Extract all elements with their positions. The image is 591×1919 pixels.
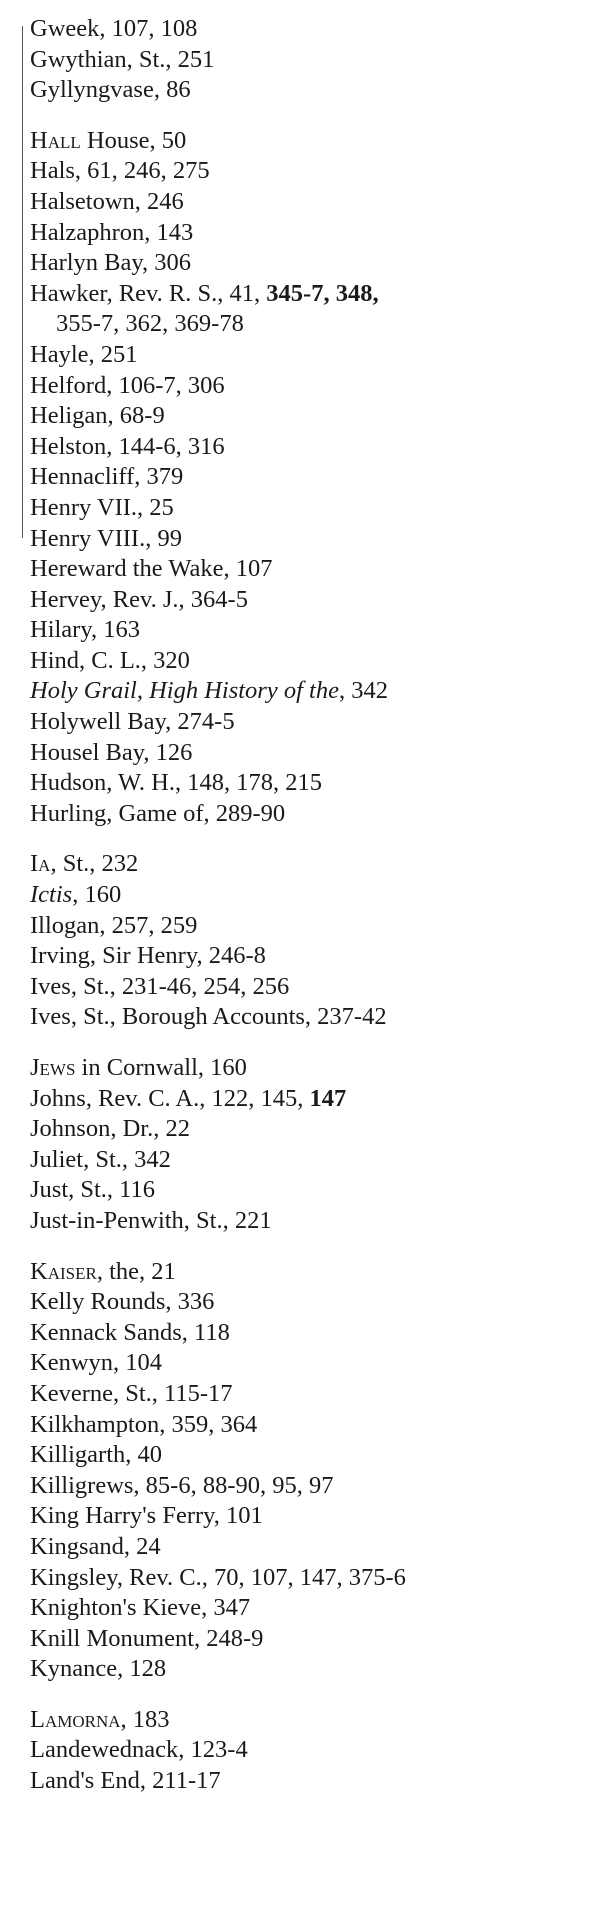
index-entry xyxy=(30,1593,585,1624)
entry-text: , 183 xyxy=(120,1705,170,1733)
entry-text: Harlyn Bay, 306 xyxy=(30,249,192,277)
index-list xyxy=(30,14,585,1797)
entry-text: Hilary, 163 xyxy=(30,616,140,644)
small-caps-heading: Ia xyxy=(30,850,51,878)
index-entry xyxy=(30,1257,585,1288)
index-entry xyxy=(30,1287,585,1318)
index-entry xyxy=(30,1175,585,1206)
index-entry xyxy=(30,1410,585,1441)
entry-text: Heligan, 68-9 xyxy=(30,402,165,430)
index-entry xyxy=(30,432,585,463)
index-entry xyxy=(30,1501,585,1532)
entry-text: Killigarth, 40 xyxy=(30,1441,163,1469)
entry-text: Just, St., 116 xyxy=(30,1176,156,1204)
index-entry xyxy=(30,676,585,707)
index-entry xyxy=(30,248,585,279)
entry-text: Hals, 61, 246, 275 xyxy=(30,157,210,185)
entry-text: Helston, 144-6, 316 xyxy=(30,432,225,460)
entry-text: Hervey, Rev. J., 364-5 xyxy=(30,585,248,613)
entry-text: Hurling, Game of, 289-90 xyxy=(30,799,286,827)
entry-text: Knill Monument, 248-9 xyxy=(30,1624,264,1652)
index-entry xyxy=(30,911,585,942)
entry-text: Ives, St., Borough Accounts, 237-42 xyxy=(30,1003,387,1031)
index-entry xyxy=(30,646,585,677)
bold-pages: 345-7, 348, xyxy=(266,279,379,307)
index-entry xyxy=(30,1318,585,1349)
index-entry xyxy=(30,1532,585,1563)
entry-text: Killigrews, 85-6, 88-90, 95, 97 xyxy=(30,1471,334,1499)
index-entry xyxy=(30,126,585,157)
index-entry xyxy=(30,279,585,310)
entry-text: Helford, 106-7, 306 xyxy=(30,371,225,399)
index-entry xyxy=(30,1440,585,1471)
entry-text: Gwythian, St., 251 xyxy=(30,45,215,73)
index-entry xyxy=(30,75,585,106)
index-entry xyxy=(30,941,585,972)
index-entry xyxy=(30,554,585,585)
index-entry xyxy=(30,1053,585,1084)
section-gap xyxy=(30,1033,585,1053)
entry-text: Gweek, 107, 108 xyxy=(30,15,198,42)
bold-pages: 147 xyxy=(309,1084,347,1112)
index-entry xyxy=(30,1735,585,1766)
entry-text: , 342 xyxy=(338,677,388,705)
index-entry xyxy=(30,585,585,616)
entry-text: , the, 21 xyxy=(96,1257,176,1285)
index-entry xyxy=(30,1145,585,1176)
entry-text: Kenwyn, 104 xyxy=(30,1349,163,1377)
small-caps-heading: Jews xyxy=(30,1054,76,1081)
entry-text: Irving, Sir Henry, 246-8 xyxy=(30,942,266,970)
entry-text: Housel Bay, 126 xyxy=(30,738,193,766)
margin-rule xyxy=(22,26,23,538)
index-entry xyxy=(30,493,585,524)
index-entry xyxy=(30,45,585,76)
entry-text: Halsetown, 246 xyxy=(30,187,184,215)
index-entry-continuation xyxy=(30,309,585,340)
index-entry xyxy=(30,1705,585,1736)
entry-text: Kilkhampton, 359, 364 xyxy=(30,1410,258,1438)
index-entry xyxy=(30,1563,585,1594)
index-entry xyxy=(30,1002,585,1033)
entry-text: Kennack Sands, 118 xyxy=(30,1318,230,1346)
index-entry xyxy=(30,218,585,249)
entry-text: King Harry's Ferry, 101 xyxy=(30,1502,263,1530)
entry-text: Juliet, St., 342 xyxy=(30,1145,171,1173)
section-gap xyxy=(30,829,585,849)
entry-text: Henry VII., 25 xyxy=(30,493,174,521)
small-caps-heading: Kaiser xyxy=(30,1257,97,1285)
entry-text: Halzaphron, 143 xyxy=(30,218,194,246)
index-entry xyxy=(30,707,585,738)
entry-text: Hawker, Rev. R. S., 41, xyxy=(30,279,267,307)
index-entry xyxy=(30,1348,585,1379)
small-caps-heading: Lamorna xyxy=(30,1705,121,1733)
index-entry xyxy=(30,1766,585,1797)
index-entry xyxy=(30,14,585,45)
index-entry xyxy=(30,849,585,880)
index-entry xyxy=(30,524,585,555)
italic-title: Ictis xyxy=(30,881,73,909)
entry-text: Ives, St., 231-46, 254, 256 xyxy=(30,972,290,1000)
index-entry xyxy=(30,156,585,187)
entry-text: Kingsand, 24 xyxy=(30,1532,161,1560)
index-entry xyxy=(30,1379,585,1410)
entry-text: Johns, Rev. C. A., 122, 145, xyxy=(30,1084,310,1112)
section-gap xyxy=(30,1237,585,1257)
index-entry xyxy=(30,972,585,1003)
entry-text: Landewednack, 123-4 xyxy=(30,1736,248,1764)
entry-text: 355-7, 362, 369-78 xyxy=(56,310,244,338)
entry-text: House, 50 xyxy=(80,126,187,154)
entry-text: Henry VIII., 99 xyxy=(30,524,182,552)
index-entry xyxy=(30,1624,585,1655)
entry-text: Johnson, Dr., 22 xyxy=(30,1115,190,1143)
entry-text: Knighton's Kieve, 347 xyxy=(30,1594,251,1622)
index-entry xyxy=(30,371,585,402)
index-entry xyxy=(30,768,585,799)
index-entry xyxy=(30,738,585,769)
entry-text: Hennacliff, 379 xyxy=(30,463,184,491)
entry-text: , 160 xyxy=(72,881,122,909)
entry-text: Hayle, 251 xyxy=(30,340,138,368)
entry-text: Gyllyngvase, 86 xyxy=(30,76,191,104)
index-entry xyxy=(30,1114,585,1145)
index-entry xyxy=(30,799,585,830)
index-entry xyxy=(30,187,585,218)
section-gap xyxy=(30,1685,585,1705)
entry-text: Hind, C. L., 320 xyxy=(30,646,190,674)
index-entry xyxy=(30,462,585,493)
entry-text: Hereward the Wake, 107 xyxy=(30,555,273,583)
entry-text: Keverne, St., 115-17 xyxy=(30,1379,233,1407)
index-entry xyxy=(30,401,585,432)
index-entry xyxy=(30,1654,585,1685)
small-caps-heading: Hall xyxy=(30,126,81,154)
section-gap xyxy=(30,106,585,126)
index-entry xyxy=(30,1084,585,1115)
entry-text: Kingsley, Rev. C., 70, 107, 147, 375-6 xyxy=(30,1563,406,1591)
index-entry xyxy=(30,880,585,911)
entry-text: Land's End, 211-17 xyxy=(30,1767,221,1795)
entry-text: , St., 232 xyxy=(50,850,139,878)
entry-text: Hudson, W. H., 148, 178, 215 xyxy=(30,769,322,797)
entry-text: Just-in-Penwith, St., 221 xyxy=(30,1206,272,1234)
italic-title: Holy Grail, High History of the xyxy=(30,677,339,705)
entry-text: Holywell Bay, 274-5 xyxy=(30,708,235,736)
entry-text: in Cornwall, 160 xyxy=(75,1054,247,1081)
entry-text: Illogan, 257, 259 xyxy=(30,911,198,939)
entry-text: Kelly Rounds, 336 xyxy=(30,1288,215,1316)
index-entry xyxy=(30,1206,585,1237)
entry-text: Kynance, 128 xyxy=(30,1655,167,1683)
index-entry xyxy=(30,1471,585,1502)
index-entry xyxy=(30,340,585,371)
index-entry xyxy=(30,615,585,646)
